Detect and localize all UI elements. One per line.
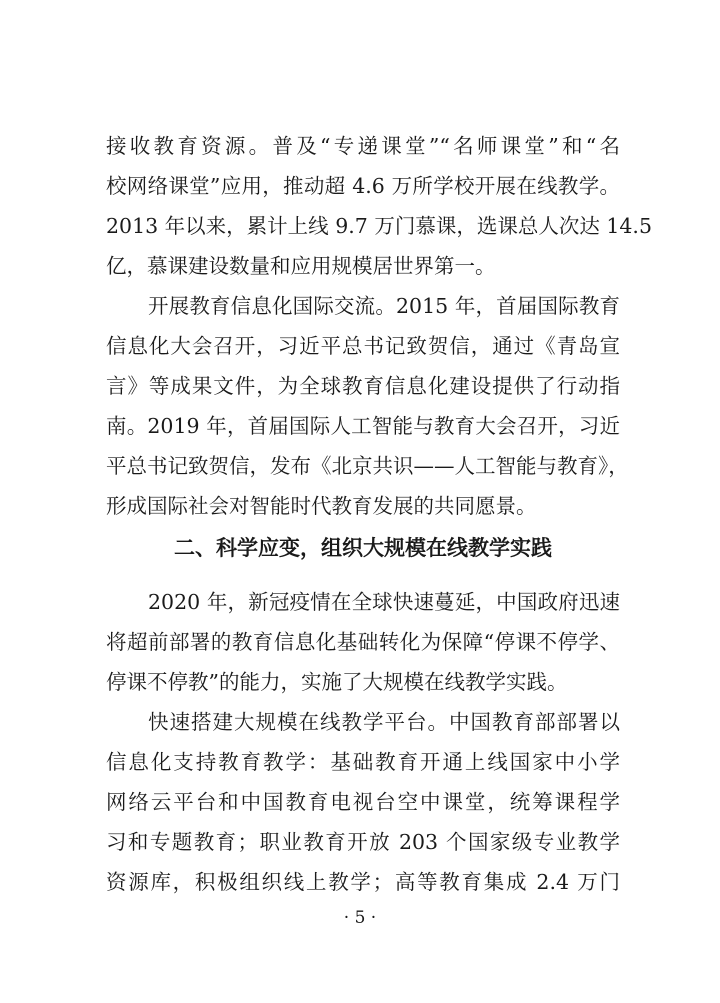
text-line: 校网络课堂”应用，推动超 4.6 万所学校开展在线教学。: [106, 174, 620, 198]
text-line: 2020 年，新冠疫情在全球快速蔓延，中国政府迅速: [148, 590, 620, 614]
text-line: 网络云平台和中国教育电视台空中课堂，统筹课程学: [106, 790, 620, 814]
section-heading: 二、科学应变，组织大规模在线教学实践: [174, 536, 552, 560]
text-line: 言》等成果文件，为全球教育信息化建设提供了行动指: [106, 374, 620, 398]
page-number: · 5 ·: [343, 908, 377, 928]
text-line: 停课不停教”的能力，实施了大规模在线教学实践。: [106, 670, 568, 694]
text-line: 信息化大会召开，习近平总书记致贺信，通过《青岛宣: [106, 334, 620, 358]
text-line: 南。2019 年，首届国际人工智能与教育大会召开，习近: [106, 414, 620, 438]
text-line: 习和专题教育；职业教育开放 203 个国家级专业教学: [106, 830, 620, 854]
text-line: 开展教育信息化国际交流。2015 年，首届国际教育: [148, 294, 620, 318]
text-line: 信息化支持教育教学：基础教育开通上线国家中小学: [106, 750, 620, 774]
text-line: 2013 年以来，累计上线 9.7 万门慕课，选课总人次达 14.5: [106, 214, 652, 238]
text-line: 亿，慕课建设数量和应用规模居世界第一。: [106, 254, 496, 278]
text-line: 快速搭建大规模在线教学平台。中国教育部部署以: [148, 710, 620, 734]
text-line: 将超前部署的教育信息化基础转化为保障“停课不停学、: [106, 630, 620, 654]
text-line: 平总书记致贺信，发布《北京共识——人工智能与教育》，: [106, 454, 629, 478]
text-line: 资源库，积极组织线上教学；高等教育集成 2.4 万门: [106, 870, 620, 894]
text-line: 接收教育资源。普及“专递课堂”“名师课堂”和“名: [106, 134, 620, 158]
text-line: 形成国际社会对智能时代教育发展的共同愿景。: [106, 494, 537, 518]
